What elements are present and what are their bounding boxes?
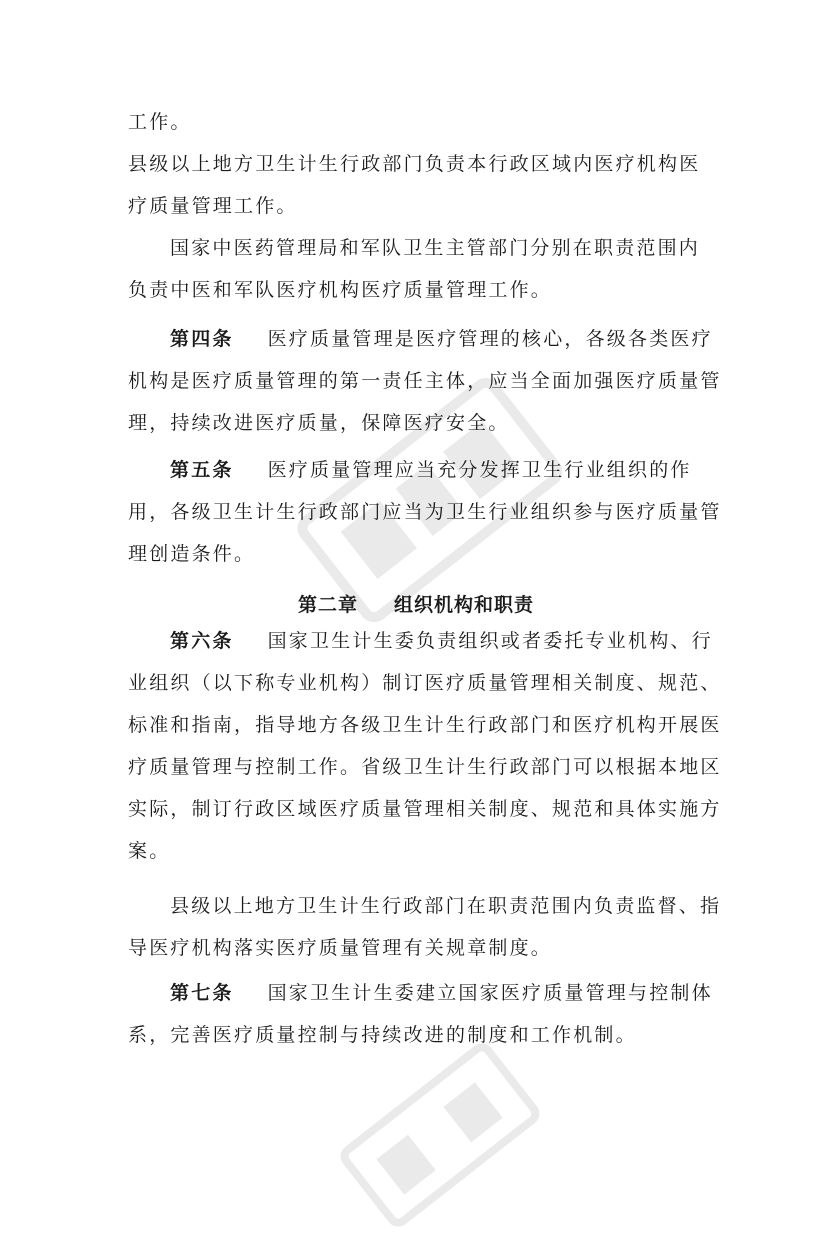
article-text: 国家卫生计生委建立国家医疗质量管理与控制体 <box>267 982 713 1004</box>
text-line: 县级以上地方卫生计生行政部门负责本行政区域内医疗机构医 <box>128 153 701 175</box>
article-5 <box>128 449 722 575</box>
chapter-title: 组织机构和职责 <box>394 594 535 616</box>
article-number: 第七条 <box>170 982 234 1004</box>
text-line: 实际，制订行政区域医疗质量管理相关制度、规范和具体实施方 <box>128 798 722 820</box>
article-number: 第四条 <box>170 328 234 350</box>
text-line: 理，持续改进医疗质量，保障医疗安全。 <box>128 412 510 434</box>
text-line: 机构是医疗质量管理的第一责任主体，应当全面加强医疗质量管 <box>128 370 722 392</box>
text-line: 案。 <box>128 840 171 862</box>
text-line: 标准和指南，指导地方各级卫生计生行政部门和医疗机构开展医 <box>128 714 722 736</box>
text-line: 理创造条件。 <box>128 543 256 565</box>
article-text: 医疗质量管理应当充分发挥卫生行业组织的作 <box>267 459 692 481</box>
article-4 <box>128 318 722 444</box>
text-line: 系，完善医疗质量控制与持续改进的制度和工作机制。 <box>128 1024 637 1046</box>
text-line: 业组织（以下称专业机构）制订医疗质量管理相关制度、规范、 <box>128 672 722 694</box>
intro-paragraphs <box>128 101 704 311</box>
article-6 <box>128 620 722 872</box>
text-line: 用，各级卫生计生行政部门应当为卫生行业组织参与医疗质量管 <box>128 501 722 523</box>
chapter-number: 第二章 <box>297 594 358 616</box>
text-line: 县级以上地方卫生计生行政部门在职责范围内负责监督、指 <box>170 895 722 917</box>
article-number: 第五条 <box>170 459 234 481</box>
watermark-logo-icon-bottom <box>327 1030 552 1240</box>
text-line: 国家中医药管理局和军队卫生主管部门分别在职责范围内 <box>170 237 701 259</box>
article-first-line <box>128 318 713 360</box>
article-first-line <box>128 972 713 1014</box>
text-line: 工作。 <box>128 111 192 133</box>
article-first-line <box>128 620 713 662</box>
text-line: 导医疗机构落实医疗质量管理有关规章制度。 <box>128 937 553 959</box>
article-7 <box>128 972 713 1056</box>
article-first-line <box>128 449 704 491</box>
article-text: 医疗质量管理是医疗管理的核心，各级各类医疗 <box>267 328 713 350</box>
chapter-heading <box>128 590 704 617</box>
article-number: 第六条 <box>170 630 234 652</box>
article-text: 国家卫生计生委负责组织或者委托专业机构、行 <box>267 630 713 652</box>
text-line: 疗质量管理工作。 <box>128 195 298 217</box>
county-paragraph <box>128 885 722 969</box>
text-line: 疗质量管理与控制工作。省级卫生计生行政部门可以根据本地区 <box>128 756 722 778</box>
text-line: 负责中医和军队医疗机构医疗质量管理工作。 <box>128 279 553 301</box>
